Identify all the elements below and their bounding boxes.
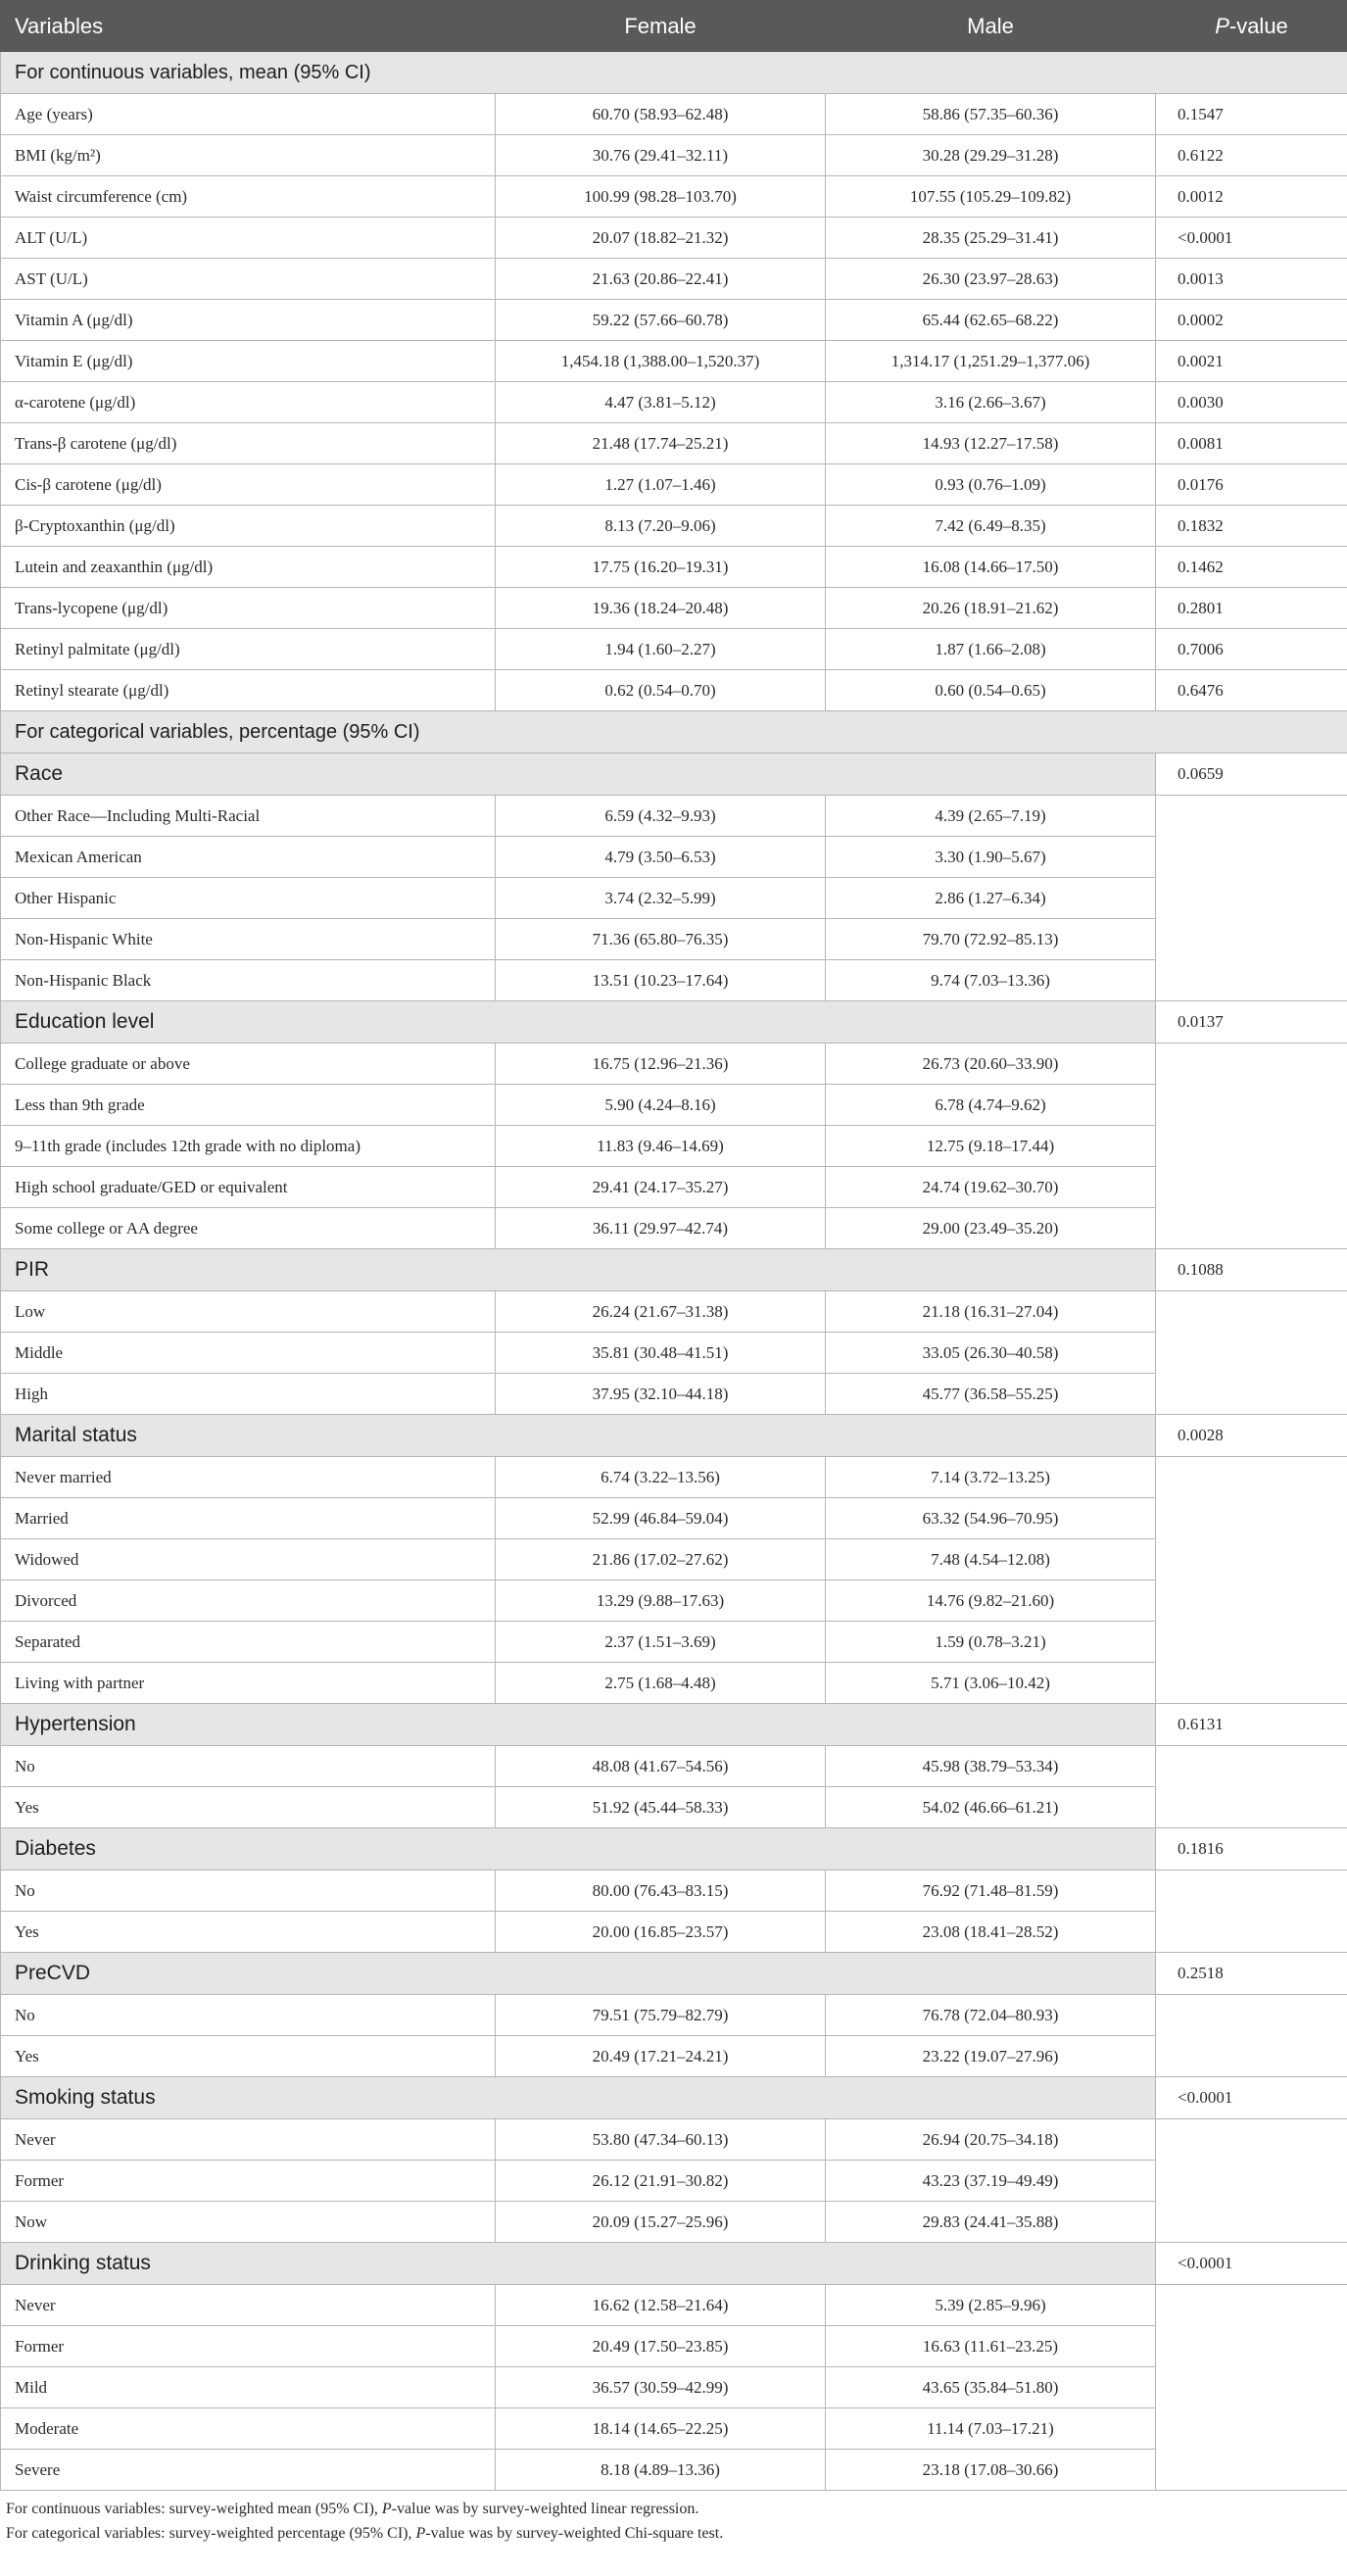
header-female: Female (496, 1, 826, 52)
male-value: 76.78 (72.04–80.93) (826, 1995, 1156, 2036)
variable-label: Former (1, 2326, 496, 2367)
female-value: 0.62 (0.54–0.70) (496, 670, 826, 711)
group-p-value: 0.1816 (1156, 1828, 1347, 1871)
female-value: 36.57 (30.59–42.99) (496, 2367, 826, 2408)
header-pvalue-italic: P (1215, 13, 1229, 38)
table-row (1, 2450, 1347, 2491)
female-value: 52.99 (46.84–59.04) (496, 1498, 826, 1539)
female-value: 20.49 (17.21–24.21) (496, 2036, 826, 2077)
table-row (1, 1622, 1347, 1663)
header-pvalue (1156, 1, 1347, 52)
male-value: 63.32 (54.96–70.95) (826, 1498, 1156, 1539)
female-value: 11.83 (9.46–14.69) (496, 1126, 826, 1167)
table-row (1, 1746, 1347, 1787)
table-row (1, 796, 1347, 837)
male-value: 65.44 (62.65–68.22) (826, 300, 1156, 341)
table-row (1, 670, 1347, 711)
male-value: 1.59 (0.78–3.21) (826, 1622, 1156, 1663)
variable-label: Other Race—Including Multi-Racial (1, 796, 496, 837)
female-value: 13.51 (10.23–17.64) (496, 960, 826, 1001)
variable-label: Yes (1, 1912, 496, 1953)
footnote-categorical (6, 2521, 1341, 2546)
female-value: 1.27 (1.07–1.46) (496, 464, 826, 506)
group-p-value: 0.2518 (1156, 1953, 1347, 1995)
table-row (1, 1663, 1347, 1704)
variable-label: Middle (1, 1333, 496, 1374)
footnote-text: For categorical variables: survey-weighted percentage (95% CI), (6, 2525, 416, 2542)
female-value: 17.75 (16.20–19.31) (496, 547, 826, 588)
male-value: 0.93 (0.76–1.09) (826, 464, 1156, 506)
variable-label: Mexican American (1, 837, 496, 878)
table-body (1, 52, 1347, 2491)
male-value: 43.23 (37.19–49.49) (826, 2161, 1156, 2202)
table-row (1, 919, 1347, 960)
table-row (1, 1539, 1347, 1580)
female-value: 4.47 (3.81–5.12) (496, 382, 826, 423)
p-value-empty (1156, 796, 1347, 1001)
p-value-empty (1156, 1995, 1347, 2077)
variable-label: AST (U/L) (1, 259, 496, 300)
male-value: 5.71 (3.06–10.42) (826, 1663, 1156, 1704)
group-p-value: 0.1088 (1156, 1249, 1347, 1291)
table-row (1, 1787, 1347, 1828)
female-value: 21.86 (17.02–27.62) (496, 1539, 826, 1580)
p-value: 0.0002 (1156, 300, 1347, 341)
variable-label: Trans-lycopene (μg/dl) (1, 588, 496, 629)
variable-label: High (1, 1374, 496, 1415)
male-value: 9.74 (7.03–13.36) (826, 960, 1156, 1001)
section-label: For categorical variables, percentage (95% CI) (1, 711, 1347, 753)
table-row (1, 1912, 1347, 1953)
male-value: 2.86 (1.27–6.34) (826, 878, 1156, 919)
variable-label: Former (1, 2161, 496, 2202)
variable-label: Vitamin A (μg/dl) (1, 300, 496, 341)
table-row (1, 1126, 1347, 1167)
female-value: 21.63 (20.86–22.41) (496, 259, 826, 300)
male-value: 24.74 (19.62–30.70) (826, 1167, 1156, 1208)
table-row (1, 2408, 1347, 2450)
male-value: 1.87 (1.66–2.08) (826, 629, 1156, 670)
male-value: 58.86 (57.35–60.36) (826, 94, 1156, 135)
variable-label: Yes (1, 2036, 496, 2077)
p-value-empty (1156, 1044, 1347, 1249)
variable-label: Severe (1, 2450, 496, 2491)
male-value: 30.28 (29.29–31.28) (826, 135, 1156, 176)
table-row (1, 1167, 1347, 1208)
variable-label: Some college or AA degree (1, 1208, 496, 1249)
variable-label: Other Hispanic (1, 878, 496, 919)
table-row (1, 506, 1347, 547)
table-row (1, 588, 1347, 629)
group-label: Education level (1, 1001, 1156, 1044)
table-row (1, 1498, 1347, 1539)
variable-label: β-Cryptoxanthin (μg/dl) (1, 506, 496, 547)
p-value-empty (1156, 2285, 1347, 2491)
group-row (1, 1001, 1347, 1044)
group-label: Diabetes (1, 1828, 1156, 1871)
female-value: 53.80 (47.34–60.13) (496, 2119, 826, 2161)
variable-label: No (1, 1871, 496, 1912)
male-value: 26.94 (20.75–34.18) (826, 2119, 1156, 2161)
header-pvalue-rest: -value (1228, 13, 1288, 38)
male-value: 29.83 (24.41–35.88) (826, 2202, 1156, 2243)
variable-label: College graduate or above (1, 1044, 496, 1085)
section-row-continuous (1, 52, 1347, 94)
male-value: 16.08 (14.66–17.50) (826, 547, 1156, 588)
male-value: 21.18 (16.31–27.04) (826, 1291, 1156, 1333)
female-value: 60.70 (58.93–62.48) (496, 94, 826, 135)
p-value: <0.0001 (1156, 218, 1347, 259)
p-value: 0.6476 (1156, 670, 1347, 711)
header-row (1, 1, 1347, 52)
female-value: 19.36 (18.24–20.48) (496, 588, 826, 629)
group-row (1, 753, 1347, 796)
female-value: 6.74 (3.22–13.56) (496, 1457, 826, 1498)
table-row (1, 1208, 1347, 1249)
variable-label: Vitamin E (μg/dl) (1, 341, 496, 382)
male-value: 4.39 (2.65–7.19) (826, 796, 1156, 837)
p-value: 0.1547 (1156, 94, 1347, 135)
variable-label: Retinyl stearate (μg/dl) (1, 670, 496, 711)
female-value: 26.24 (21.67–31.38) (496, 1291, 826, 1333)
female-value: 20.00 (16.85–23.57) (496, 1912, 826, 1953)
female-value: 59.22 (57.66–60.78) (496, 300, 826, 341)
footnote-text: For continuous variables: survey-weighted mean (95% CI), (6, 2501, 382, 2517)
table-row (1, 382, 1347, 423)
p-value: 0.1832 (1156, 506, 1347, 547)
male-value: 12.75 (9.18–17.44) (826, 1126, 1156, 1167)
male-value: 45.98 (38.79–53.34) (826, 1746, 1156, 1787)
female-value: 1.94 (1.60–2.27) (496, 629, 826, 670)
variable-label: Lutein and zeaxanthin (μg/dl) (1, 547, 496, 588)
table-row (1, 629, 1347, 670)
group-p-value: 0.0028 (1156, 1415, 1347, 1457)
female-value: 37.95 (32.10–44.18) (496, 1374, 826, 1415)
footnote-continuous (6, 2497, 1341, 2521)
p-value: 0.0176 (1156, 464, 1347, 506)
table-row (1, 2326, 1347, 2367)
table-row (1, 1374, 1347, 1415)
group-p-value: 0.0137 (1156, 1001, 1347, 1044)
header-variables: Variables (1, 1, 496, 52)
female-value: 8.18 (4.89–13.36) (496, 2450, 826, 2491)
female-value: 36.11 (29.97–42.74) (496, 1208, 826, 1249)
footnotes (0, 2491, 1347, 2546)
variable-label: Now (1, 2202, 496, 2243)
male-value: 23.22 (19.07–27.96) (826, 2036, 1156, 2077)
group-p-value: <0.0001 (1156, 2243, 1347, 2285)
female-value: 20.09 (15.27–25.96) (496, 2202, 826, 2243)
table-row (1, 2367, 1347, 2408)
male-value: 45.77 (36.58–55.25) (826, 1374, 1156, 1415)
male-value: 6.78 (4.74–9.62) (826, 1085, 1156, 1126)
male-value: 14.93 (12.27–17.58) (826, 423, 1156, 464)
p-value: 0.0012 (1156, 176, 1347, 218)
table-row (1, 423, 1347, 464)
table-row (1, 547, 1347, 588)
group-row (1, 1415, 1347, 1457)
table-row (1, 464, 1347, 506)
male-value: 3.16 (2.66–3.67) (826, 382, 1156, 423)
female-value: 51.92 (45.44–58.33) (496, 1787, 826, 1828)
female-value: 1,454.18 (1,388.00–1,520.37) (496, 341, 826, 382)
male-value: 3.30 (1.90–5.67) (826, 837, 1156, 878)
variable-label: Never (1, 2119, 496, 2161)
male-value: 43.65 (35.84–51.80) (826, 2367, 1156, 2408)
female-value: 5.90 (4.24–8.16) (496, 1085, 826, 1126)
table-row (1, 300, 1347, 341)
p-value-empty (1156, 1457, 1347, 1704)
male-value: 23.18 (17.08–30.66) (826, 2450, 1156, 2491)
p-value: 0.0021 (1156, 341, 1347, 382)
male-value: 26.30 (23.97–28.63) (826, 259, 1156, 300)
group-row (1, 1249, 1347, 1291)
variable-label: Yes (1, 1787, 496, 1828)
female-value: 29.41 (24.17–35.27) (496, 1167, 826, 1208)
variable-label: α-carotene (μg/dl) (1, 382, 496, 423)
male-value: 5.39 (2.85–9.96) (826, 2285, 1156, 2326)
female-value: 79.51 (75.79–82.79) (496, 1995, 826, 2036)
group-row (1, 2077, 1347, 2119)
p-value: 0.7006 (1156, 629, 1347, 670)
group-label: Smoking status (1, 2077, 1156, 2119)
p-value-empty (1156, 1871, 1347, 1953)
table-row (1, 1291, 1347, 1333)
variable-label: Moderate (1, 2408, 496, 2450)
table-row (1, 1580, 1347, 1622)
male-value: 26.73 (20.60–33.90) (826, 1044, 1156, 1085)
table-row (1, 135, 1347, 176)
male-value: 79.70 (72.92–85.13) (826, 919, 1156, 960)
group-p-value: <0.0001 (1156, 2077, 1347, 2119)
female-value: 30.76 (29.41–32.11) (496, 135, 826, 176)
p-value: 0.2801 (1156, 588, 1347, 629)
footnote-italic: P (381, 2501, 392, 2517)
group-row (1, 2243, 1347, 2285)
table-row (1, 2202, 1347, 2243)
female-value: 48.08 (41.67–54.56) (496, 1746, 826, 1787)
variable-label: Non-Hispanic White (1, 919, 496, 960)
male-value: 33.05 (26.30–40.58) (826, 1333, 1156, 1374)
male-value: 20.26 (18.91–21.62) (826, 588, 1156, 629)
group-p-value: 0.0659 (1156, 753, 1347, 796)
variable-label: BMI (kg/m²) (1, 135, 496, 176)
male-value: 107.55 (105.29–109.82) (826, 176, 1156, 218)
female-value: 16.75 (12.96–21.36) (496, 1044, 826, 1085)
variable-label: Never married (1, 1457, 496, 1498)
female-value: 18.14 (14.65–22.25) (496, 2408, 826, 2450)
male-value: 54.02 (46.66–61.21) (826, 1787, 1156, 1828)
table-row (1, 1871, 1347, 1912)
p-value-empty (1156, 1291, 1347, 1415)
group-row (1, 1828, 1347, 1871)
table-row (1, 1995, 1347, 2036)
table-header (1, 1, 1347, 52)
female-value: 16.62 (12.58–21.64) (496, 2285, 826, 2326)
variable-label: No (1, 1746, 496, 1787)
female-value: 6.59 (4.32–9.93) (496, 796, 826, 837)
female-value: 20.07 (18.82–21.32) (496, 218, 826, 259)
table-row (1, 2285, 1347, 2326)
table-row (1, 2036, 1347, 2077)
female-value: 35.81 (30.48–41.51) (496, 1333, 826, 1374)
header-male: Male (826, 1, 1156, 52)
table-row (1, 176, 1347, 218)
group-label: Hypertension (1, 1704, 1156, 1746)
male-value: 14.76 (9.82–21.60) (826, 1580, 1156, 1622)
table-row (1, 218, 1347, 259)
table-row (1, 1457, 1347, 1498)
female-value: 8.13 (7.20–9.06) (496, 506, 826, 547)
female-value: 100.99 (98.28–103.70) (496, 176, 826, 218)
variable-label: Waist circumference (cm) (1, 176, 496, 218)
variable-label: Age (years) (1, 94, 496, 135)
variable-label: Cis-β carotene (μg/dl) (1, 464, 496, 506)
p-value: 0.6122 (1156, 135, 1347, 176)
table-row (1, 1085, 1347, 1126)
table-row (1, 1333, 1347, 1374)
variable-label: ALT (U/L) (1, 218, 496, 259)
variable-label: Low (1, 1291, 496, 1333)
p-value: 0.0030 (1156, 382, 1347, 423)
female-value: 71.36 (65.80–76.35) (496, 919, 826, 960)
variable-label: Separated (1, 1622, 496, 1663)
male-value: 29.00 (23.49–35.20) (826, 1208, 1156, 1249)
variable-label: Divorced (1, 1580, 496, 1622)
group-label: Race (1, 753, 1156, 796)
variable-label: No (1, 1995, 496, 2036)
group-label: PIR (1, 1249, 1156, 1291)
section-row-categorical (1, 711, 1347, 753)
variable-label: 9–11th grade (includes 12th grade with no diploma) (1, 1126, 496, 1167)
p-value-empty (1156, 1746, 1347, 1828)
footnote-italic: P (415, 2525, 426, 2542)
variable-label: Widowed (1, 1539, 496, 1580)
female-value: 21.48 (17.74–25.21) (496, 423, 826, 464)
variable-label: Less than 9th grade (1, 1085, 496, 1126)
variable-label: High school graduate/GED or equivalent (1, 1167, 496, 1208)
group-label: PreCVD (1, 1953, 1156, 1995)
female-value: 2.75 (1.68–4.48) (496, 1663, 826, 1704)
table-row (1, 259, 1347, 300)
table-row (1, 2119, 1347, 2161)
table-row (1, 960, 1347, 1001)
female-value: 26.12 (21.91–30.82) (496, 2161, 826, 2202)
section-label: For continuous variables, mean (95% CI) (1, 52, 1347, 94)
male-value: 76.92 (71.48–81.59) (826, 1871, 1156, 1912)
male-value: 16.63 (11.61–23.25) (826, 2326, 1156, 2367)
variable-label: Non-Hispanic Black (1, 960, 496, 1001)
table-row (1, 837, 1347, 878)
female-value: 2.37 (1.51–3.69) (496, 1622, 826, 1663)
table-row (1, 94, 1347, 135)
table-row (1, 341, 1347, 382)
male-value: 1,314.17 (1,251.29–1,377.06) (826, 341, 1156, 382)
male-value: 28.35 (25.29–31.41) (826, 218, 1156, 259)
male-value: 11.14 (7.03–17.21) (826, 2408, 1156, 2450)
female-value: 20.49 (17.50–23.85) (496, 2326, 826, 2367)
female-value: 13.29 (9.88–17.63) (496, 1580, 826, 1622)
female-value: 3.74 (2.32–5.99) (496, 878, 826, 919)
footnote-text: -value was by survey-weighted linear regression. (391, 2501, 699, 2517)
male-value: 23.08 (18.41–28.52) (826, 1912, 1156, 1953)
table-row (1, 878, 1347, 919)
group-row (1, 1704, 1347, 1746)
table-row (1, 1044, 1347, 1085)
female-value: 4.79 (3.50–6.53) (496, 837, 826, 878)
female-value: 80.00 (76.43–83.15) (496, 1871, 826, 1912)
p-value-empty (1156, 2119, 1347, 2243)
group-label: Marital status (1, 1415, 1156, 1457)
p-value: 0.1462 (1156, 547, 1347, 588)
variable-label: Living with partner (1, 1663, 496, 1704)
table-row (1, 2161, 1347, 2202)
p-value: 0.0013 (1156, 259, 1347, 300)
variable-label: Never (1, 2285, 496, 2326)
group-label: Drinking status (1, 2243, 1156, 2285)
variable-label: Trans-β carotene (μg/dl) (1, 423, 496, 464)
group-p-value: 0.6131 (1156, 1704, 1347, 1746)
variable-label: Married (1, 1498, 496, 1539)
male-value: 7.42 (6.49–8.35) (826, 506, 1156, 547)
p-value: 0.0081 (1156, 423, 1347, 464)
male-value: 7.48 (4.54–12.08) (826, 1539, 1156, 1580)
variable-label: Retinyl palmitate (μg/dl) (1, 629, 496, 670)
male-value: 7.14 (3.72–13.25) (826, 1457, 1156, 1498)
variable-label: Mild (1, 2367, 496, 2408)
footnote-text: -value was by survey-weighted Chi-square test. (425, 2525, 724, 2542)
male-value: 0.60 (0.54–0.65) (826, 670, 1156, 711)
group-row (1, 1953, 1347, 1995)
